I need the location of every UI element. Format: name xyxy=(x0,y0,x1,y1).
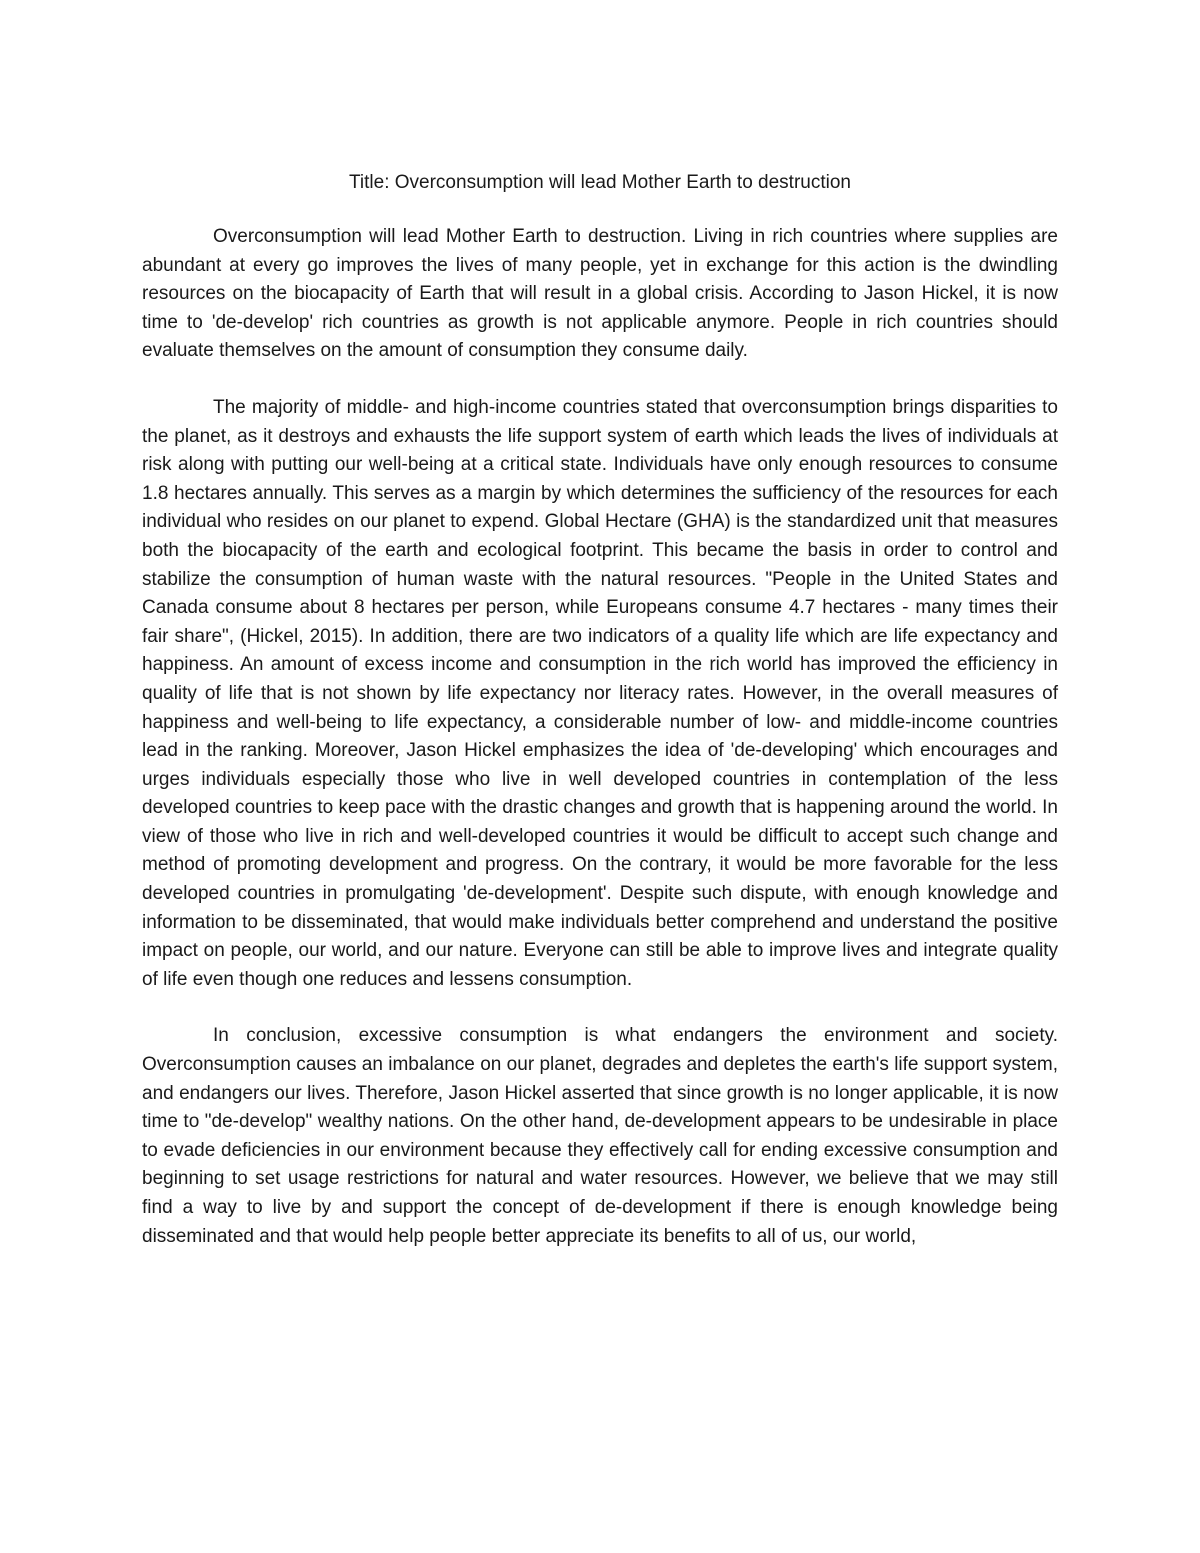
document-title: Title: Overconsumption will lead Mother Earth to destruction xyxy=(349,172,851,193)
document-body xyxy=(142,166,1058,1279)
paragraph-introduction: Overconsumption will lead Mother Earth to destruction. Living in rich countries where supplies are abundant at every go improves the lives of many people, yet in exchange for this action is the dwindling resources on the biocapacity of Earth that will result in a global crisis. According to Jason Hickel, it is now time to 'de-develop' rich countries as growth is not applicable anymore. People in rich countries should evaluate themselves on the amount of consumption they consume daily. xyxy=(142,226,1058,362)
paragraph-conclusion: In conclusion, excessive consumption is what endangers the environment and society. Overconsumption causes an imbalance on our planet, degrades and depletes the earth's life support system, and endangers our lives. Therefore, Jason Hickel asserted that since growth is no longer applicable, it is now time to "de-develop" wealthy nations. On the other hand, de-development appears to be undesirable in place to evade deficiencies in our environment because they effectively call for ending excessive consumption and beginning to set usage restrictions for natural and water resources. However, we believe that we may still find a way to live by and support the concept of de-development if there is enough knowledge being disseminated and that would help people better appreciate its benefits to all of us, our world, xyxy=(142,1025,1058,1247)
paragraph-body: The majority of middle- and high-income countries stated that overconsumption brings disparities to the planet, as it destroys and exhausts the life support system of earth which leads the lives of individuals at risk along with putting our well-being at a critical state. Individuals have only enough resources to consume 1.8 hectares annually. This serves as a margin by which determines the sufficiency of the resources for each individual who resides on our planet to expend. Global Hectare (GHA) is the standardized unit that measures both the biocapacity of the earth and ecological footprint. This became the basis in order to control and stabilize the consumption of human waste with the natural resources. "People in the United States and Canada consume about 8 hectares per person, while Europeans consume 4.7 hectares - many times their fair share", (Hickel, 2015). In addition, there are two indicators of a quality life which are life expectancy and happiness. An amount of excess income and consumption in the rich world has improved the efficiency in quality of life that is not shown by life expectancy nor literacy rates. However, in the overall measures of happiness and well-being to life expectancy, a considerable number of low- and middle-income countries lead in the ranking. Moreover, Jason Hickel emphasizes the idea of 'de-developing' which encourages and urges individuals especially those who live in well developed countries in contemplation of the less developed countries to keep pace with the drastic changes and growth that is happening around the world. In view of those who live in rich and well-developed countries it would be difficult to accept such change and method of promoting development and progress. On the contrary, it would be more favorable for the less developed countries in promulgating 'de-development'. Despite such dispute, with enough knowledge and information to be disseminated, that would make individuals better comprehend and understand the positive impact on people, our world, and our nature. Everyone can still be able to improve lives and integrate quality of life even though one reduces and lessens consumption. xyxy=(142,396,1058,990)
